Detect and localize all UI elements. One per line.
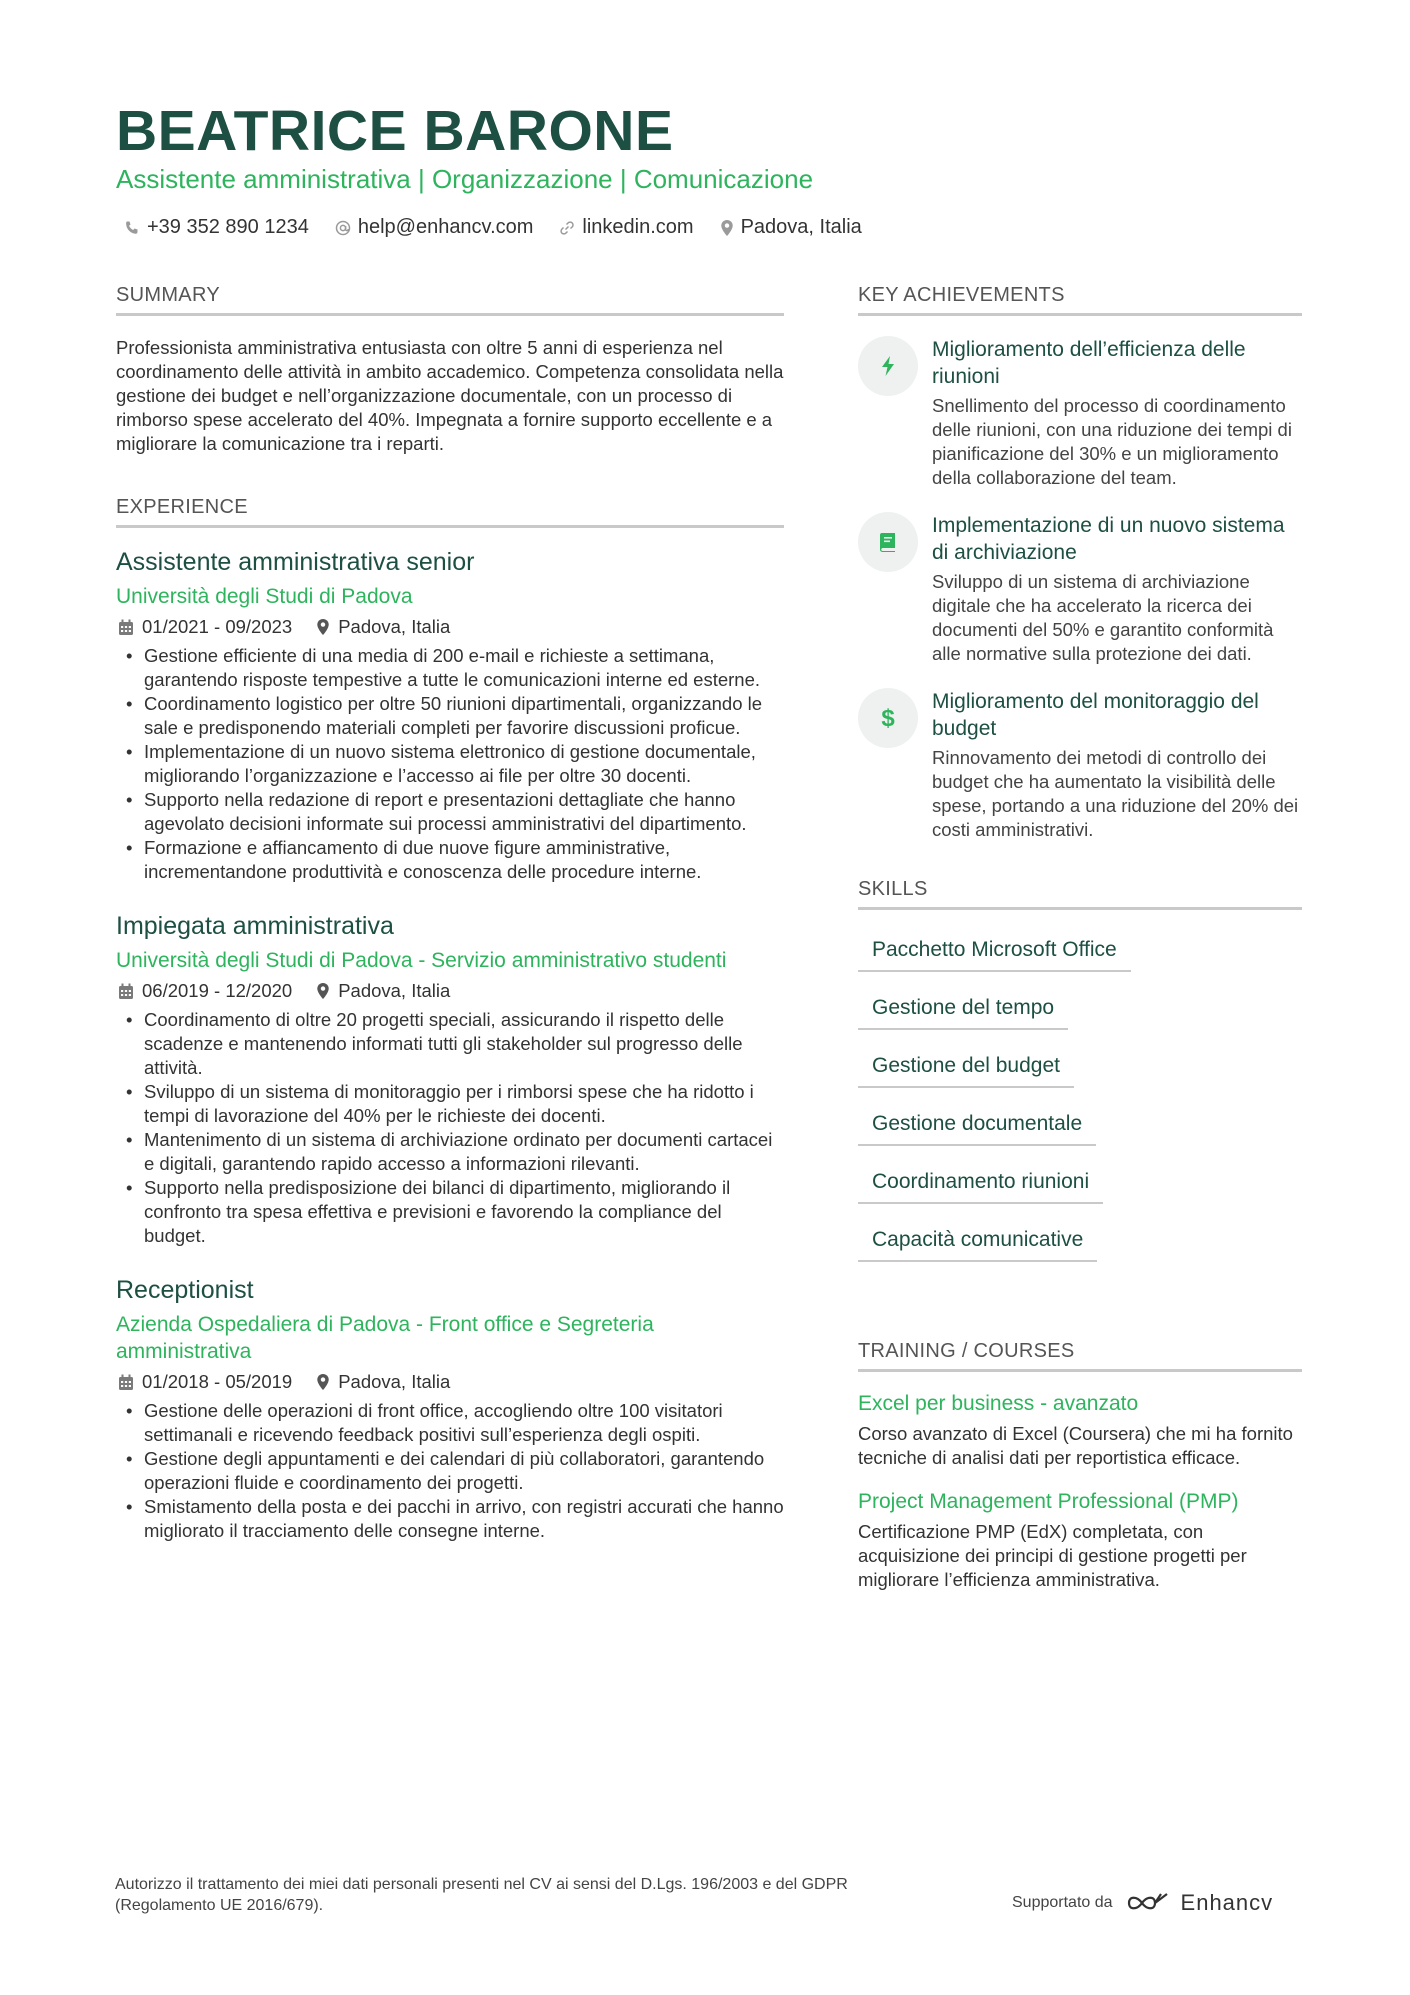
achievement-desc: Rinnovamento dei metodi di controllo dei budget che ha aumentato la visibilità delle spese, portando a una riduzione del 20% dei costi amministrativi. (932, 747, 1299, 840)
job-bullet: • Supporto nella redazione di report e presentazioni dettagliate che hanno agevolato decisioni informate sui processi amministrativi del dipartimento. (116, 788, 784, 836)
contact-linkedin[interactable] (559, 216, 693, 239)
job-bullet: • Gestione degli appuntamenti e dei calendari di più collaboratori, garantendo operazioni fluide e coordinamento dei progetti. (116, 1447, 784, 1495)
left-column (116, 284, 784, 1571)
course-desc: Certificazione PMP (EdX) completata, con acquisizione dei principi di gestione progetti per migliorare l’efficienza amministrativa. (858, 1521, 1247, 1590)
location-pin-icon (316, 618, 330, 636)
job-bullet: • Supporto nella predisposizione dei bilanci di dipartimento, migliorando il confronto tra spesa effettiva e previsioni e favorendo la compliance del budget. (116, 1176, 784, 1248)
job-meta (118, 616, 784, 638)
svg-text:$: $ (881, 705, 895, 731)
brand-name: Enhancv (1180, 1890, 1274, 1915)
job-bullet: • Coordinamento logistico per oltre 50 riunioni dipartimentali, organizzando le sale e predisponendo materiali completi per favorire discussioni proficue. (116, 692, 784, 740)
summary-text: Professionista amministrativa entusiasta con oltre 5 anni di esperienza nel coordinamento delle attività in ambito accademico. Competenza consolidata nella gestione dei budget e nell’organizzazione documentale, con un processo di rimborso spese accelerato del 40%. Impegnata a fornire supporto eccellente e a migliorare la comunicazione tra i reparti. (116, 337, 784, 454)
skills-section (858, 878, 1302, 1278)
job-dates (118, 980, 292, 1002)
skill-tag: Coordinamento riunioni (858, 1162, 1103, 1204)
course-item (858, 1490, 1302, 1592)
job-company: Università degli Studi di Padova - Servizio amministrativo studenti (116, 949, 727, 972)
email-text: help@enhancv.com (357, 216, 534, 238)
job-bullet: • Mantenimento di un sistema di archiviazione ordinato per documenti cartacei e digitali, garantendo rapido accesso a informazioni rilevanti. (116, 1128, 784, 1176)
skill-tag: Gestione del budget (858, 1046, 1074, 1088)
achievement-item (858, 512, 1302, 666)
job-bullet: • Sviluppo di un sistema di monitoraggio per i rimborsi spese che ha ridotto i tempi di lavorazione del 40% per le richieste dei docenti. (116, 1080, 784, 1128)
skill-tag: Gestione del tempo (858, 988, 1068, 1030)
achievement-title: Miglioramento dell’efficienza delle riunioni (932, 338, 1246, 388)
job-location (316, 616, 450, 638)
job-bullets (116, 1008, 784, 1248)
job-entry (116, 548, 784, 884)
achievements-section (858, 284, 1302, 842)
course-title: Project Management Professional (PMP) (858, 1490, 1239, 1513)
book-icon (858, 512, 918, 572)
location-text: Padova, Italia (740, 216, 862, 238)
job-bullet: • Formazione e affiancamento di due nuove figure amministrative, incrementandone produttività e conoscenza delle procedure interne. (116, 836, 784, 884)
training-heading: TRAINING / COURSES (858, 1340, 1302, 1372)
job-bullet: • Gestione efficiente di una media di 200 e-mail e richieste a settimana, garantendo risposte tempestive a tutte le comunicazioni interne ed esterne. (116, 644, 784, 692)
experience-section (116, 496, 784, 1543)
job-meta (118, 980, 784, 1002)
skills-heading: SKILLS (858, 878, 1302, 910)
job-location-text: Padova, Italia (338, 1371, 451, 1392)
skill-tag: Capacità comunicative (858, 1220, 1097, 1262)
job-dates (118, 1371, 292, 1393)
achievement-item (858, 336, 1302, 490)
course-desc: Corso avanzato di Excel (Coursera) che mi ha fornito tecniche di analisi dati per reportistica efficace. (858, 1423, 1293, 1468)
contact-email[interactable] (335, 216, 534, 239)
contact-location (720, 216, 862, 239)
summary-section (116, 284, 784, 456)
location-pin-icon (316, 982, 330, 1000)
job-company: Università degli Studi di Padova (116, 585, 413, 608)
achievement-title: Miglioramento del monitoraggio del budget (932, 690, 1259, 740)
skill-tag: Gestione documentale (858, 1104, 1096, 1146)
achievement-body (932, 688, 1302, 842)
achievement-body (932, 512, 1302, 666)
achievement-desc: Snellimento del processo di coordinamento delle riunioni, con una riduzione dei tempi di pianificazione del 30% e un miglioramento della collaborazione del team. (932, 395, 1292, 488)
job-title: Receptionist (116, 1276, 254, 1304)
job-company: Azienda Ospedaliera di Padova - Front office e Segreteria amministrativa (116, 1313, 654, 1363)
link-icon (559, 220, 575, 236)
job-entry (116, 1276, 784, 1543)
job-bullet: • Coordinamento di oltre 20 progetti speciali, assicurando il rispetto delle scadenze e mantenendo informati tutti gli stakeholder sul progresso delle attività. (116, 1008, 784, 1080)
calendar-icon (118, 1374, 134, 1391)
job-location-text: Padova, Italia (338, 980, 451, 1001)
phone-icon (124, 220, 140, 236)
experience-heading: EXPERIENCE (116, 496, 784, 528)
calendar-icon (118, 983, 134, 1000)
powered-by-label: Supportato da (1012, 1894, 1113, 1911)
course-title: Excel per business - avanzato (858, 1392, 1139, 1415)
job-bullet: • Gestione delle operazioni di front office, accogliendo oltre 100 visitatori settimanali e ricevendo feedback positivi sull’esperienza degli ospiti. (116, 1399, 784, 1447)
location-pin-icon (316, 1373, 330, 1391)
achievement-body (932, 336, 1302, 490)
candidate-name: BEATRICE BARONE (116, 99, 674, 163)
job-location (316, 1371, 450, 1393)
job-bullet: • Smistamento della posta e dei pacchi in arrivo, con registri accurati che hanno migliorato il tracciamento delle consegne interne. (116, 1495, 784, 1543)
achievement-title: Implementazione di un nuovo sistema di archiviazione (932, 514, 1285, 564)
powered-by[interactable] (1012, 1890, 1273, 1916)
linkedin-text: linkedin.com (582, 216, 694, 238)
dollar-icon (858, 688, 918, 748)
job-meta (118, 1371, 784, 1393)
phone-text: +39 352 890 1234 (147, 216, 309, 238)
enhancv-logo-icon (1125, 1890, 1171, 1916)
achievement-item (858, 688, 1302, 842)
location-pin-icon (720, 219, 734, 237)
job-dates-text: 01/2021 - 09/2023 (142, 616, 293, 637)
calendar-icon (118, 619, 134, 636)
training-section (858, 1340, 1302, 1592)
job-bullet: • Implementazione di un nuovo sistema elettronico di gestione documentale, migliorando l’organizzazione e l’accesso ai file per oltre 30 docenti. (116, 740, 784, 788)
contact-bar (124, 216, 888, 239)
job-dates-text: 01/2018 - 05/2019 (142, 1371, 293, 1392)
candidate-headline: Assistente amministrativa | Organizzazione | Comunicazione (116, 164, 814, 194)
right-column (858, 284, 1302, 1612)
skills-list (858, 930, 1302, 1278)
job-location (316, 980, 450, 1002)
course-item (858, 1392, 1302, 1470)
lightning-icon (858, 336, 918, 396)
summary-heading: SUMMARY (116, 284, 784, 316)
consent-footer: Autorizzo il trattamento dei miei dati personali presenti nel CV ai sensi del D.Lgs. 196/2003 e del GDPR (Regolamento UE 2016/679). (115, 1876, 848, 1914)
achievement-desc: Sviluppo di un sistema di archiviazione digitale che ha accelerato la ricerca dei documenti del 50% e garantito conformità alle normative sulla protezione dei dati. (932, 571, 1274, 664)
at-icon (335, 220, 351, 236)
achievements-heading: KEY ACHIEVEMENTS (858, 284, 1302, 316)
skill-tag: Pacchetto Microsoft Office (858, 930, 1131, 972)
contact-phone[interactable] (124, 216, 309, 239)
job-location-text: Padova, Italia (338, 616, 451, 637)
job-entry (116, 912, 784, 1248)
job-dates-text: 06/2019 - 12/2020 (142, 980, 293, 1001)
job-title: Assistente amministrativa senior (116, 548, 475, 576)
job-title: Impiegata amministrativa (116, 912, 394, 940)
job-bullets (116, 1399, 784, 1543)
job-dates (118, 616, 292, 638)
job-bullets (116, 644, 784, 884)
